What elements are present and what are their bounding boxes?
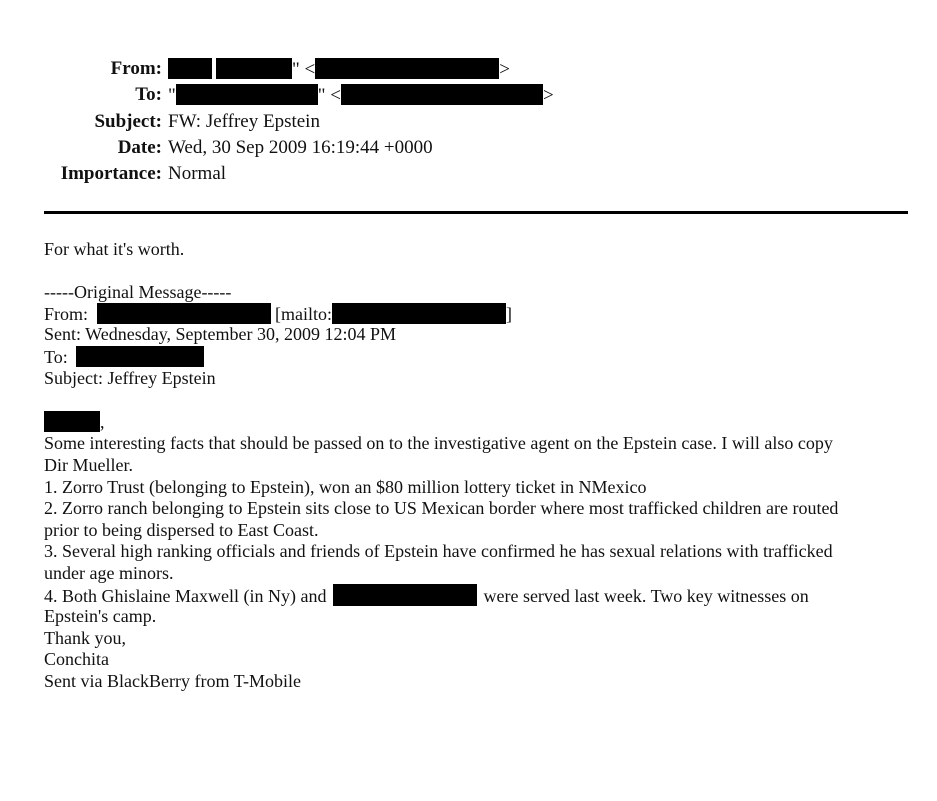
- redaction-block: [333, 584, 477, 606]
- message-line-1: Some interesting facts that should be passed on to the investigative agent on the Epstein case. I will also copy: [44, 433, 833, 453]
- redaction-block: [176, 84, 318, 105]
- redaction-block: [216, 58, 292, 79]
- importance-value: Normal: [168, 163, 227, 184]
- to-value-close: >: [543, 85, 554, 106]
- salutation-comma: ,: [100, 412, 105, 432]
- original-from-line: [44, 303, 512, 325]
- redaction-block: [44, 411, 100, 432]
- redaction-block: [332, 303, 506, 324]
- message-line-5: prior to being dispersed to East Coast.: [44, 520, 319, 540]
- redaction-block: [315, 58, 499, 79]
- original-mailto-close: ]: [506, 304, 513, 324]
- message-line-6: 3. Several high ranking officials and friends of Epstein have confirmed he has sexual relations with trafficked: [44, 541, 833, 561]
- redaction-block: [97, 303, 271, 324]
- redaction-block: [341, 84, 543, 105]
- redaction-block: [76, 346, 204, 367]
- message-line-2: Dir Mueller.: [44, 455, 133, 475]
- message-line-8-end: were served last week. Two key witnesses on: [483, 586, 809, 606]
- thank-you-line: Thank you,: [44, 628, 126, 648]
- date-label: Date:: [117, 137, 162, 158]
- original-mailto-open: [mailto:: [275, 304, 333, 324]
- from-value-close: >: [499, 59, 510, 80]
- original-to-label: To:: [44, 347, 68, 367]
- original-sent-line: Sent: Wednesday, September 30, 2009 12:04 PM: [44, 324, 397, 344]
- message-line-3: 1. Zorro Trust (belonging to Epstein), won an $80 million lottery ticket in NMexico: [44, 477, 647, 497]
- from-value-quote: " <: [292, 59, 316, 80]
- message-line-8: [44, 584, 809, 607]
- header-divider: [44, 211, 908, 214]
- subject-value: FW: Jeffrey Epstein: [168, 111, 320, 132]
- date-value: Wed, 30 Sep 2009 16:19:44 +0000: [168, 137, 433, 158]
- message-line-4: 2. Zorro ranch belonging to Epstein sits close to US Mexican border where most trafficked children are routed: [44, 498, 839, 518]
- original-from-label: From:: [44, 304, 89, 324]
- to-label: To:: [135, 84, 162, 105]
- message-line-9: Epstein's camp.: [44, 606, 157, 626]
- importance-label: Importance:: [60, 163, 162, 184]
- from-label: From:: [110, 58, 162, 79]
- original-message-marker: -----Original Message-----: [44, 282, 232, 302]
- salutation-line: [44, 411, 105, 433]
- from-value: [168, 58, 510, 81]
- subject-label: Subject:: [94, 111, 162, 132]
- sent-via-line: Sent via BlackBerry from T-Mobile: [44, 671, 301, 691]
- original-subject-line: Subject: Jeffrey Epstein: [44, 368, 216, 388]
- message-line-7: under age minors.: [44, 563, 174, 583]
- message-line-8-start: 4. Both Ghislaine Maxwell (in Ny) and: [44, 586, 327, 606]
- original-to-line: [44, 346, 204, 368]
- signature-name: Conchita: [44, 649, 109, 669]
- redaction-block: [168, 58, 212, 79]
- to-value-open: ": [168, 85, 176, 106]
- to-value-quote: " <: [317, 85, 341, 106]
- to-value: [168, 84, 554, 107]
- intro-line: For what it's worth.: [44, 239, 185, 259]
